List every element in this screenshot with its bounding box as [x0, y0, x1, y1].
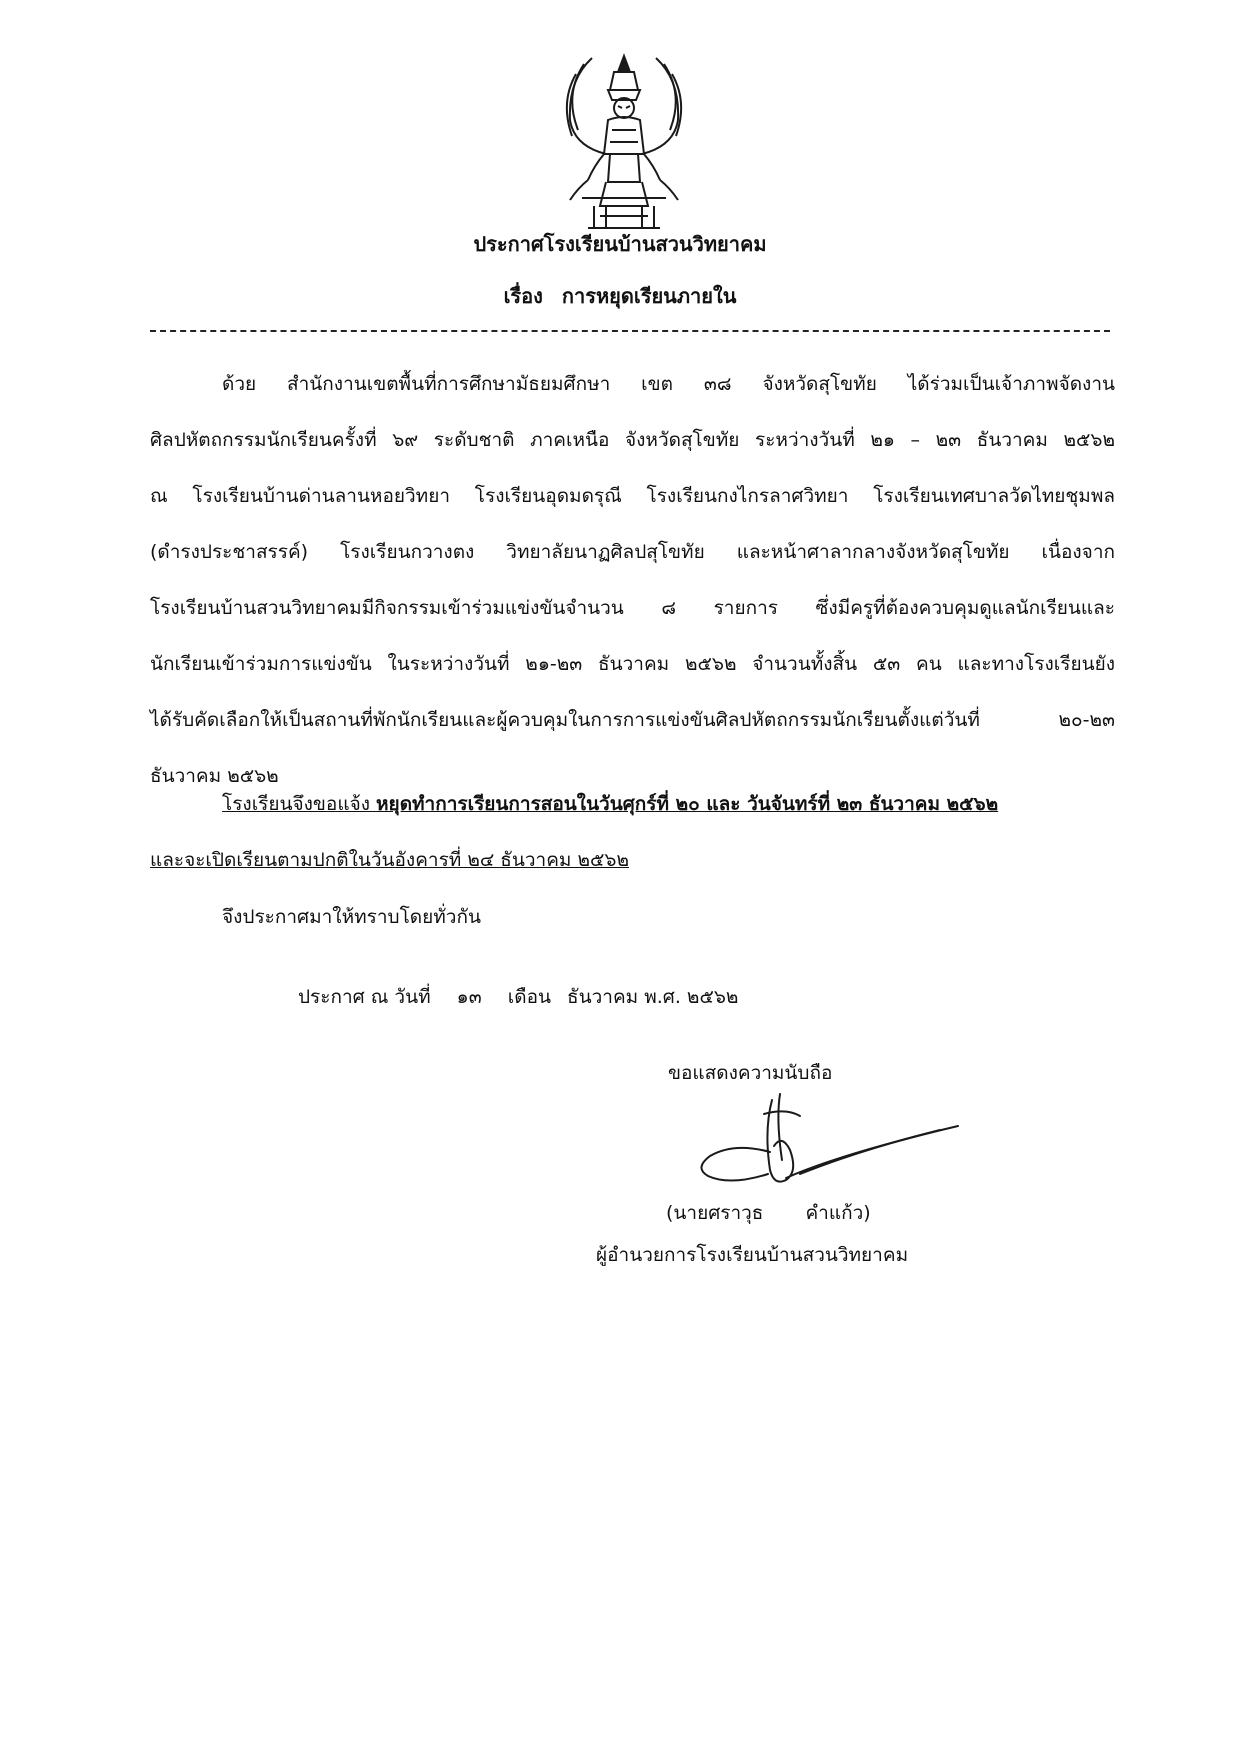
paragraph-line: โรงเรียนบ้านสวนวิทยาคมมีกิจกรรมเข้าร่วมแข่งขันจำนวน ๘ รายการ ซึ่งมีครูที่ต้องควบคุมดูแลนักเรียนและ	[150, 597, 1115, 619]
subject-text: การหยุดเรียนภายใน	[561, 284, 737, 308]
garuda-emblem	[548, 50, 700, 232]
paragraph-line: ศิลปหัตถกรรมนักเรียนครั้งที่ ๖๙ ระดับชาติ ภาคเหนือ จังหวัดสุโขทัย ระหว่างวันที่ ๒๑ – ๒๓ ธันวาคม ๒๕๖๒	[150, 429, 1115, 451]
closure-notice	[150, 776, 1115, 888]
dashed-divider	[150, 330, 1110, 332]
notice-dates: หยุดทำการเรียนการสอนในวันศุกร์ที่ ๒๐ และ วันจันทร์ที่ ๒๓ ธันวาคม ๒๕๖๒	[376, 793, 999, 815]
notice-reopen: และจะเปิดเรียนตามปกติในวันอังคารที่ ๒๔ ธันวาคม ๒๕๖๒	[150, 849, 629, 871]
paragraph-line: ด้วย สำนักงานเขตพื้นที่การศึกษามัธยมศึกษา เขต ๓๘ จังหวัดสุโขทัย ได้ร่วมเป็นเจ้าภาพจัดงาน	[222, 373, 1115, 395]
announcement-date	[298, 982, 748, 1012]
signer-name	[666, 1198, 871, 1228]
date-month-year: ธันวาคม พ.ศ. ๒๕๖๒	[567, 986, 739, 1008]
paragraph-line: (ดำรงประชาสรรค์) โรงเรียนกวางตง วิทยาลัยนาฏศิลปสุโขทัย และหน้าศาลากลางจังหวัดสุโขทัย เนื่องจาก	[150, 541, 1115, 563]
signer-first-name: (นายศราวุธ	[666, 1202, 764, 1224]
subject-label: เรื่อง	[503, 284, 543, 308]
announcement-title: ประกาศโรงเรียนบ้านสวนวิทยาคม	[473, 232, 767, 256]
notice-line	[150, 776, 1115, 832]
notice-intro: โรงเรียนจึงขอแจ้ง	[222, 793, 370, 815]
signer-last-name: คำแก้ว)	[805, 1202, 871, 1224]
paragraph-line: นักเรียนเข้าร่วมการแข่งขัน ในระหว่างวันที่ ๒๑-๒๓ ธันวาคม ๒๕๖๒ จำนวนทั้งสิ้น ๕๓ คน และทางโรงเรียนยัง	[150, 653, 1115, 675]
paragraph-line: ได้รับคัดเลือกให้เป็นสถานที่พักนักเรียนและผู้ควบคุมในการการแข่งขันศิลปหัตถกรรมนักเรียนตั้งแต่วันที่ ๒๐-๒๓	[150, 709, 1115, 731]
signer-position: ผู้อำนวยการโรงเรียนบ้านสวนวิทยาคม	[596, 1244, 909, 1266]
date-month-label: เดือน	[507, 986, 551, 1008]
announcement-statement: จึงประกาศมาให้ทราบโดยทั่วกัน	[222, 906, 481, 928]
date-day: ๑๓	[456, 986, 482, 1008]
paragraph-line: ณ โรงเรียนบ้านด่านลานหอยวิทยา โรงเรียนอุดมดรุณี โรงเรียนกงไกรลาศวิทยา โรงเรียนเทศบาลวัดไทยชุมพล	[150, 485, 1115, 507]
closing-phrase: ขอแสดงความนับถือ	[668, 1062, 833, 1084]
paragraph-background	[150, 356, 1115, 804]
subject-line	[0, 280, 1240, 312]
paragraph-line: ธันวาคม ๒๕๖๒	[150, 765, 279, 787]
signature	[690, 1090, 962, 1200]
date-prefix: ประกาศ ณ วันที่	[298, 986, 431, 1008]
